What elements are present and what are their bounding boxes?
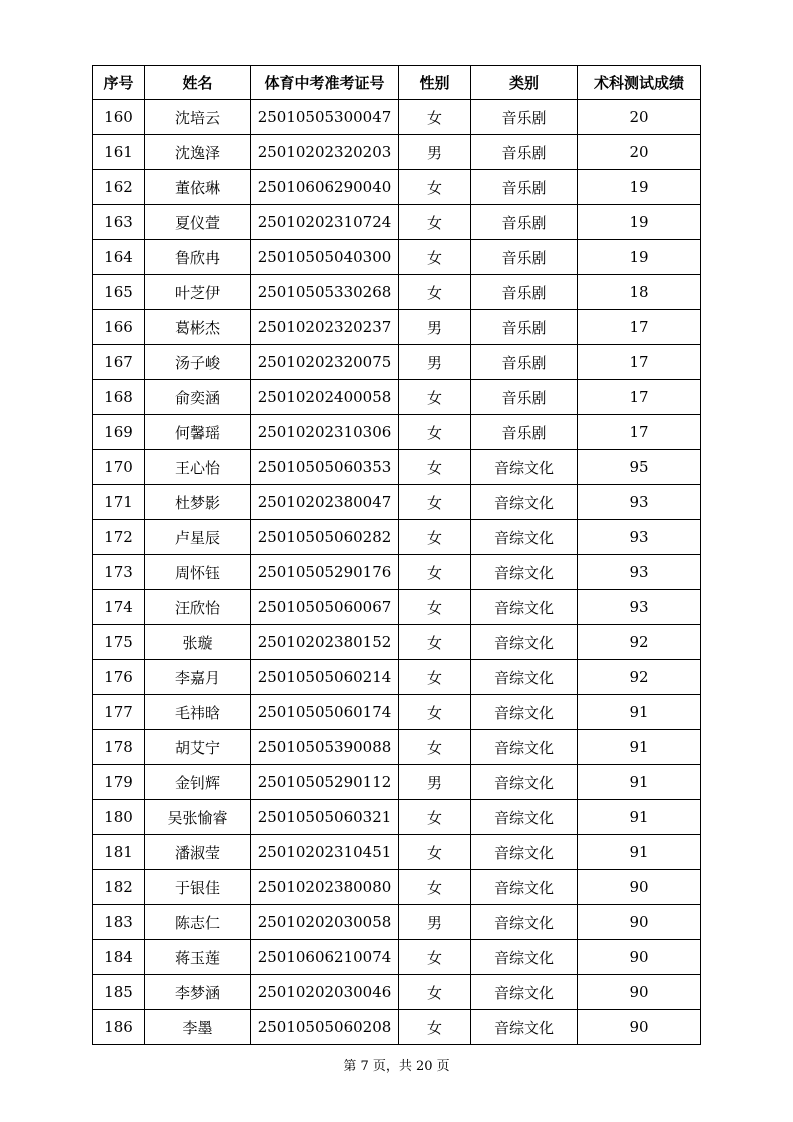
cell-gender: 男 (399, 135, 471, 170)
table-row (93, 415, 701, 450)
cell-score: 90 (578, 870, 701, 905)
cell-index: 171 (93, 485, 145, 520)
table-row (93, 170, 701, 205)
cell-index: 186 (93, 1010, 145, 1045)
table-row (93, 240, 701, 275)
cell-score: 90 (578, 975, 701, 1010)
cell-category: 音综文化 (471, 695, 578, 730)
cell-gender: 女 (399, 730, 471, 765)
cell-score: 17 (578, 415, 701, 450)
cell-score: 17 (578, 345, 701, 380)
cell-score: 93 (578, 555, 701, 590)
cell-category: 音综文化 (471, 940, 578, 975)
cell-score: 19 (578, 240, 701, 275)
cell-exam-id: 25010202310451 (251, 835, 399, 870)
cell-exam-id: 25010202320075 (251, 345, 399, 380)
table-row (93, 695, 701, 730)
table-row (93, 730, 701, 765)
cell-gender: 女 (399, 975, 471, 1010)
cell-index: 169 (93, 415, 145, 450)
cell-name: 周怀钰 (145, 555, 251, 590)
cell-category: 音综文化 (471, 590, 578, 625)
cell-index: 162 (93, 170, 145, 205)
cell-gender: 女 (399, 800, 471, 835)
cell-name: 俞奕涵 (145, 380, 251, 415)
cell-exam-id: 25010505060067 (251, 590, 399, 625)
cell-gender: 男 (399, 905, 471, 940)
cell-score: 90 (578, 1010, 701, 1045)
cell-index: 167 (93, 345, 145, 380)
table-row (93, 520, 701, 555)
cell-exam-id: 25010202380152 (251, 625, 399, 660)
cell-score: 91 (578, 765, 701, 800)
cell-gender: 女 (399, 275, 471, 310)
cell-exam-id: 25010202030058 (251, 905, 399, 940)
header-category: 类别 (471, 66, 578, 100)
cell-gender: 男 (399, 345, 471, 380)
cell-exam-id: 25010202030046 (251, 975, 399, 1010)
cell-index: 183 (93, 905, 145, 940)
cell-category: 音乐剧 (471, 345, 578, 380)
cell-exam-id: 25010202380080 (251, 870, 399, 905)
cell-index: 172 (93, 520, 145, 555)
cell-name: 李梦涵 (145, 975, 251, 1010)
cell-exam-id: 25010505330268 (251, 275, 399, 310)
table-header-row (93, 66, 701, 100)
cell-score: 93 (578, 520, 701, 555)
cell-exam-id: 25010505060208 (251, 1010, 399, 1045)
cell-category: 音综文化 (471, 625, 578, 660)
cell-score: 90 (578, 905, 701, 940)
cell-exam-id: 25010606290040 (251, 170, 399, 205)
cell-score: 93 (578, 485, 701, 520)
cell-score: 92 (578, 660, 701, 695)
cell-index: 168 (93, 380, 145, 415)
cell-name: 董依琳 (145, 170, 251, 205)
score-table (92, 65, 701, 1045)
cell-index: 174 (93, 590, 145, 625)
cell-category: 音综文化 (471, 870, 578, 905)
cell-name: 张璇 (145, 625, 251, 660)
cell-name: 何馨瑶 (145, 415, 251, 450)
cell-index: 160 (93, 100, 145, 135)
cell-exam-id: 25010202320237 (251, 310, 399, 345)
cell-index: 179 (93, 765, 145, 800)
table-row (93, 450, 701, 485)
cell-gender: 女 (399, 1010, 471, 1045)
cell-category: 音综文化 (471, 905, 578, 940)
cell-gender: 女 (399, 660, 471, 695)
table-row (93, 275, 701, 310)
table-row (93, 975, 701, 1010)
cell-name: 沈培云 (145, 100, 251, 135)
cell-index: 161 (93, 135, 145, 170)
cell-gender: 女 (399, 170, 471, 205)
cell-index: 176 (93, 660, 145, 695)
cell-category: 音乐剧 (471, 170, 578, 205)
cell-exam-id: 25010202400058 (251, 380, 399, 415)
cell-category: 音综文化 (471, 975, 578, 1010)
cell-score: 91 (578, 835, 701, 870)
cell-index: 173 (93, 555, 145, 590)
cell-name: 毛祎晗 (145, 695, 251, 730)
cell-exam-id: 25010505060214 (251, 660, 399, 695)
cell-index: 185 (93, 975, 145, 1010)
table-row (93, 660, 701, 695)
header-index: 序号 (93, 66, 145, 100)
cell-name: 汤子峻 (145, 345, 251, 380)
table-body (93, 100, 701, 1045)
cell-score: 91 (578, 800, 701, 835)
cell-score: 17 (578, 380, 701, 415)
cell-name: 金钊辉 (145, 765, 251, 800)
cell-name: 叶芝伊 (145, 275, 251, 310)
cell-gender: 男 (399, 765, 471, 800)
cell-gender: 女 (399, 870, 471, 905)
cell-gender: 女 (399, 100, 471, 135)
table-row (93, 345, 701, 380)
cell-gender: 女 (399, 205, 471, 240)
cell-name: 蒋玉莲 (145, 940, 251, 975)
cell-category: 音综文化 (471, 450, 578, 485)
cell-name: 鲁欣冉 (145, 240, 251, 275)
cell-exam-id: 25010202320203 (251, 135, 399, 170)
cell-exam-id: 25010202380047 (251, 485, 399, 520)
cell-gender: 女 (399, 625, 471, 660)
cell-exam-id: 25010505290112 (251, 765, 399, 800)
table-row (93, 485, 701, 520)
cell-category: 音乐剧 (471, 100, 578, 135)
cell-score: 20 (578, 100, 701, 135)
cell-category: 音乐剧 (471, 135, 578, 170)
cell-gender: 女 (399, 555, 471, 590)
cell-index: 178 (93, 730, 145, 765)
cell-gender: 女 (399, 485, 471, 520)
cell-score: 93 (578, 590, 701, 625)
cell-index: 181 (93, 835, 145, 870)
cell-exam-id: 25010505040300 (251, 240, 399, 275)
table-row (93, 100, 701, 135)
header-name: 姓名 (145, 66, 251, 100)
cell-category: 音综文化 (471, 835, 578, 870)
cell-category: 音综文化 (471, 520, 578, 555)
table-row (93, 380, 701, 415)
table-row (93, 835, 701, 870)
cell-index: 166 (93, 310, 145, 345)
table-row (93, 870, 701, 905)
cell-name: 于银佳 (145, 870, 251, 905)
table-row (93, 905, 701, 940)
table-row (93, 590, 701, 625)
cell-gender: 女 (399, 380, 471, 415)
cell-exam-id: 25010202310724 (251, 205, 399, 240)
cell-category: 音乐剧 (471, 415, 578, 450)
cell-index: 182 (93, 870, 145, 905)
cell-category: 音综文化 (471, 800, 578, 835)
cell-gender: 女 (399, 940, 471, 975)
cell-score: 92 (578, 625, 701, 660)
cell-name: 胡艾宁 (145, 730, 251, 765)
table-row (93, 625, 701, 660)
table-row (93, 765, 701, 800)
cell-exam-id: 25010606210074 (251, 940, 399, 975)
cell-score: 19 (578, 205, 701, 240)
table-row (93, 310, 701, 345)
cell-name: 汪欣怡 (145, 590, 251, 625)
cell-score: 91 (578, 695, 701, 730)
cell-score: 95 (578, 450, 701, 485)
cell-gender: 女 (399, 520, 471, 555)
cell-name: 潘淑莹 (145, 835, 251, 870)
cell-exam-id: 25010505060282 (251, 520, 399, 555)
cell-gender: 女 (399, 835, 471, 870)
cell-name: 王心怡 (145, 450, 251, 485)
cell-name: 卢星辰 (145, 520, 251, 555)
cell-category: 音综文化 (471, 1010, 578, 1045)
cell-name: 吴张愉睿 (145, 800, 251, 835)
cell-index: 184 (93, 940, 145, 975)
cell-index: 163 (93, 205, 145, 240)
cell-category: 音综文化 (471, 660, 578, 695)
cell-gender: 女 (399, 695, 471, 730)
cell-index: 175 (93, 625, 145, 660)
cell-index: 165 (93, 275, 145, 310)
cell-exam-id: 25010505060174 (251, 695, 399, 730)
cell-index: 164 (93, 240, 145, 275)
cell-name: 李嘉月 (145, 660, 251, 695)
cell-name: 沈逸泽 (145, 135, 251, 170)
cell-exam-id: 25010505060353 (251, 450, 399, 485)
table-row (93, 940, 701, 975)
cell-score: 91 (578, 730, 701, 765)
cell-name: 葛彬杰 (145, 310, 251, 345)
cell-category: 音乐剧 (471, 240, 578, 275)
header-score: 术科测试成绩 (578, 66, 701, 100)
cell-score: 18 (578, 275, 701, 310)
header-exam-id: 体育中考准考证号 (251, 66, 399, 100)
cell-category: 音综文化 (471, 765, 578, 800)
cell-name: 夏仪萱 (145, 205, 251, 240)
table-row (93, 800, 701, 835)
table-row (93, 135, 701, 170)
cell-category: 音乐剧 (471, 380, 578, 415)
table-row (93, 205, 701, 240)
cell-name: 李墨 (145, 1010, 251, 1045)
cell-name: 杜梦影 (145, 485, 251, 520)
cell-gender: 女 (399, 415, 471, 450)
cell-index: 177 (93, 695, 145, 730)
cell-category: 音综文化 (471, 485, 578, 520)
cell-gender: 女 (399, 240, 471, 275)
cell-index: 170 (93, 450, 145, 485)
table-row (93, 1010, 701, 1045)
cell-gender: 女 (399, 590, 471, 625)
cell-gender: 男 (399, 310, 471, 345)
cell-index: 180 (93, 800, 145, 835)
cell-score: 20 (578, 135, 701, 170)
cell-exam-id: 25010505390088 (251, 730, 399, 765)
cell-category: 音综文化 (471, 555, 578, 590)
cell-score: 19 (578, 170, 701, 205)
cell-gender: 女 (399, 450, 471, 485)
cell-exam-id: 25010505290176 (251, 555, 399, 590)
cell-exam-id: 25010505300047 (251, 100, 399, 135)
cell-score: 90 (578, 940, 701, 975)
cell-exam-id: 25010505060321 (251, 800, 399, 835)
page-footer: 第 7 页，共 20 页 (343, 1059, 450, 1074)
cell-category: 音综文化 (471, 730, 578, 765)
cell-category: 音乐剧 (471, 205, 578, 240)
cell-category: 音乐剧 (471, 310, 578, 345)
cell-exam-id: 25010202310306 (251, 415, 399, 450)
cell-category: 音乐剧 (471, 275, 578, 310)
header-gender: 性别 (399, 66, 471, 100)
table-row (93, 555, 701, 590)
cell-score: 17 (578, 310, 701, 345)
cell-name: 陈志仁 (145, 905, 251, 940)
